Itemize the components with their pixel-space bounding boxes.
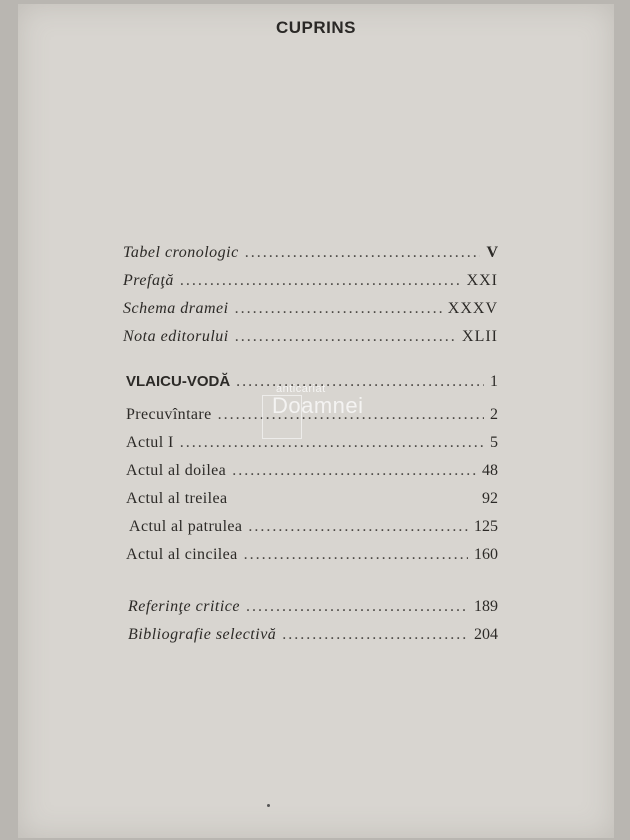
page-mark (267, 804, 270, 807)
leader-dots (218, 406, 484, 424)
toc-entry-label: VLAICU-VODĂ (126, 373, 231, 390)
watermark-main-text: Doamnei (272, 393, 364, 418)
leader-dots (248, 518, 468, 536)
toc-entry-page: 48 (482, 462, 498, 479)
toc-entry-actul-i (126, 434, 498, 456)
toc-entry-label: Precuvîntare (126, 406, 212, 423)
toc-entry-actul-al-patrulea (129, 518, 498, 540)
toc-entry-label: Bibliografie selectivă (128, 626, 277, 643)
toc-entry-nota-editorului (123, 328, 498, 350)
toc-entry-page: XLII (462, 328, 498, 345)
toc-entry-actul-al-doilea (126, 462, 498, 484)
toc-entry-page: 5 (490, 434, 498, 451)
toc-entry-label: Actul al treilea (126, 490, 228, 507)
toc-entry-label: Tabel cronologic (123, 244, 239, 261)
toc-entry-page: 1 (490, 373, 498, 390)
leader-dots (236, 373, 484, 391)
toc-entry-label: Actul I (126, 434, 174, 451)
toc-entry-page: 2 (490, 406, 498, 423)
toc-entry-label: Schema dramei (123, 300, 229, 317)
toc-entry-label: Nota editorului (123, 328, 229, 345)
leader-dots (244, 546, 468, 564)
toc-entry-label: Referinţe critice (128, 598, 241, 615)
toc-entry-label: Actul al cincilea (126, 546, 238, 563)
table-of-contents (18, 4, 614, 838)
book-page (18, 4, 614, 838)
toc-entry-page: 92 (482, 490, 498, 507)
page-title: CUPRINS (275, 18, 356, 37)
toc-entry-precuvintare (126, 406, 498, 428)
leader-dots (245, 244, 481, 262)
watermark-top-text: anticariat (276, 383, 326, 395)
leader-dots (282, 626, 468, 644)
toc-entry-page: 189 (474, 598, 498, 615)
leader-dots (246, 598, 468, 616)
leader-dots (235, 328, 456, 346)
leader-dots (235, 300, 442, 318)
toc-entry-label: Actul al doilea (126, 462, 227, 479)
toc-entry-label: Actul al patrulea (129, 518, 243, 535)
toc-entry-prefata (123, 272, 498, 294)
leader-dots (180, 272, 461, 290)
toc-entry-referinte-critice (128, 598, 498, 620)
toc-entry-schema-dramei (123, 300, 498, 322)
toc-entry-bibliografie-selectiva (128, 626, 498, 648)
toc-entry-tabel-cronologic (123, 244, 498, 266)
toc-entry-page: 204 (474, 626, 498, 643)
toc-entry-actul-al-cincilea (126, 546, 498, 568)
toc-entry-page: XXI (466, 272, 498, 289)
toc-entry-vlaicu-voda (126, 373, 498, 395)
leader-dots (232, 462, 476, 480)
toc-entry-page: V (486, 244, 498, 261)
toc-entry-page: XXXV (447, 300, 498, 317)
toc-entry-actul-al-treilea (126, 490, 498, 512)
toc-entry-page: 160 (474, 546, 498, 563)
toc-entry-page: 125 (474, 518, 498, 535)
toc-entry-label: Prefaţă (123, 272, 174, 289)
leader-dots (180, 434, 484, 452)
